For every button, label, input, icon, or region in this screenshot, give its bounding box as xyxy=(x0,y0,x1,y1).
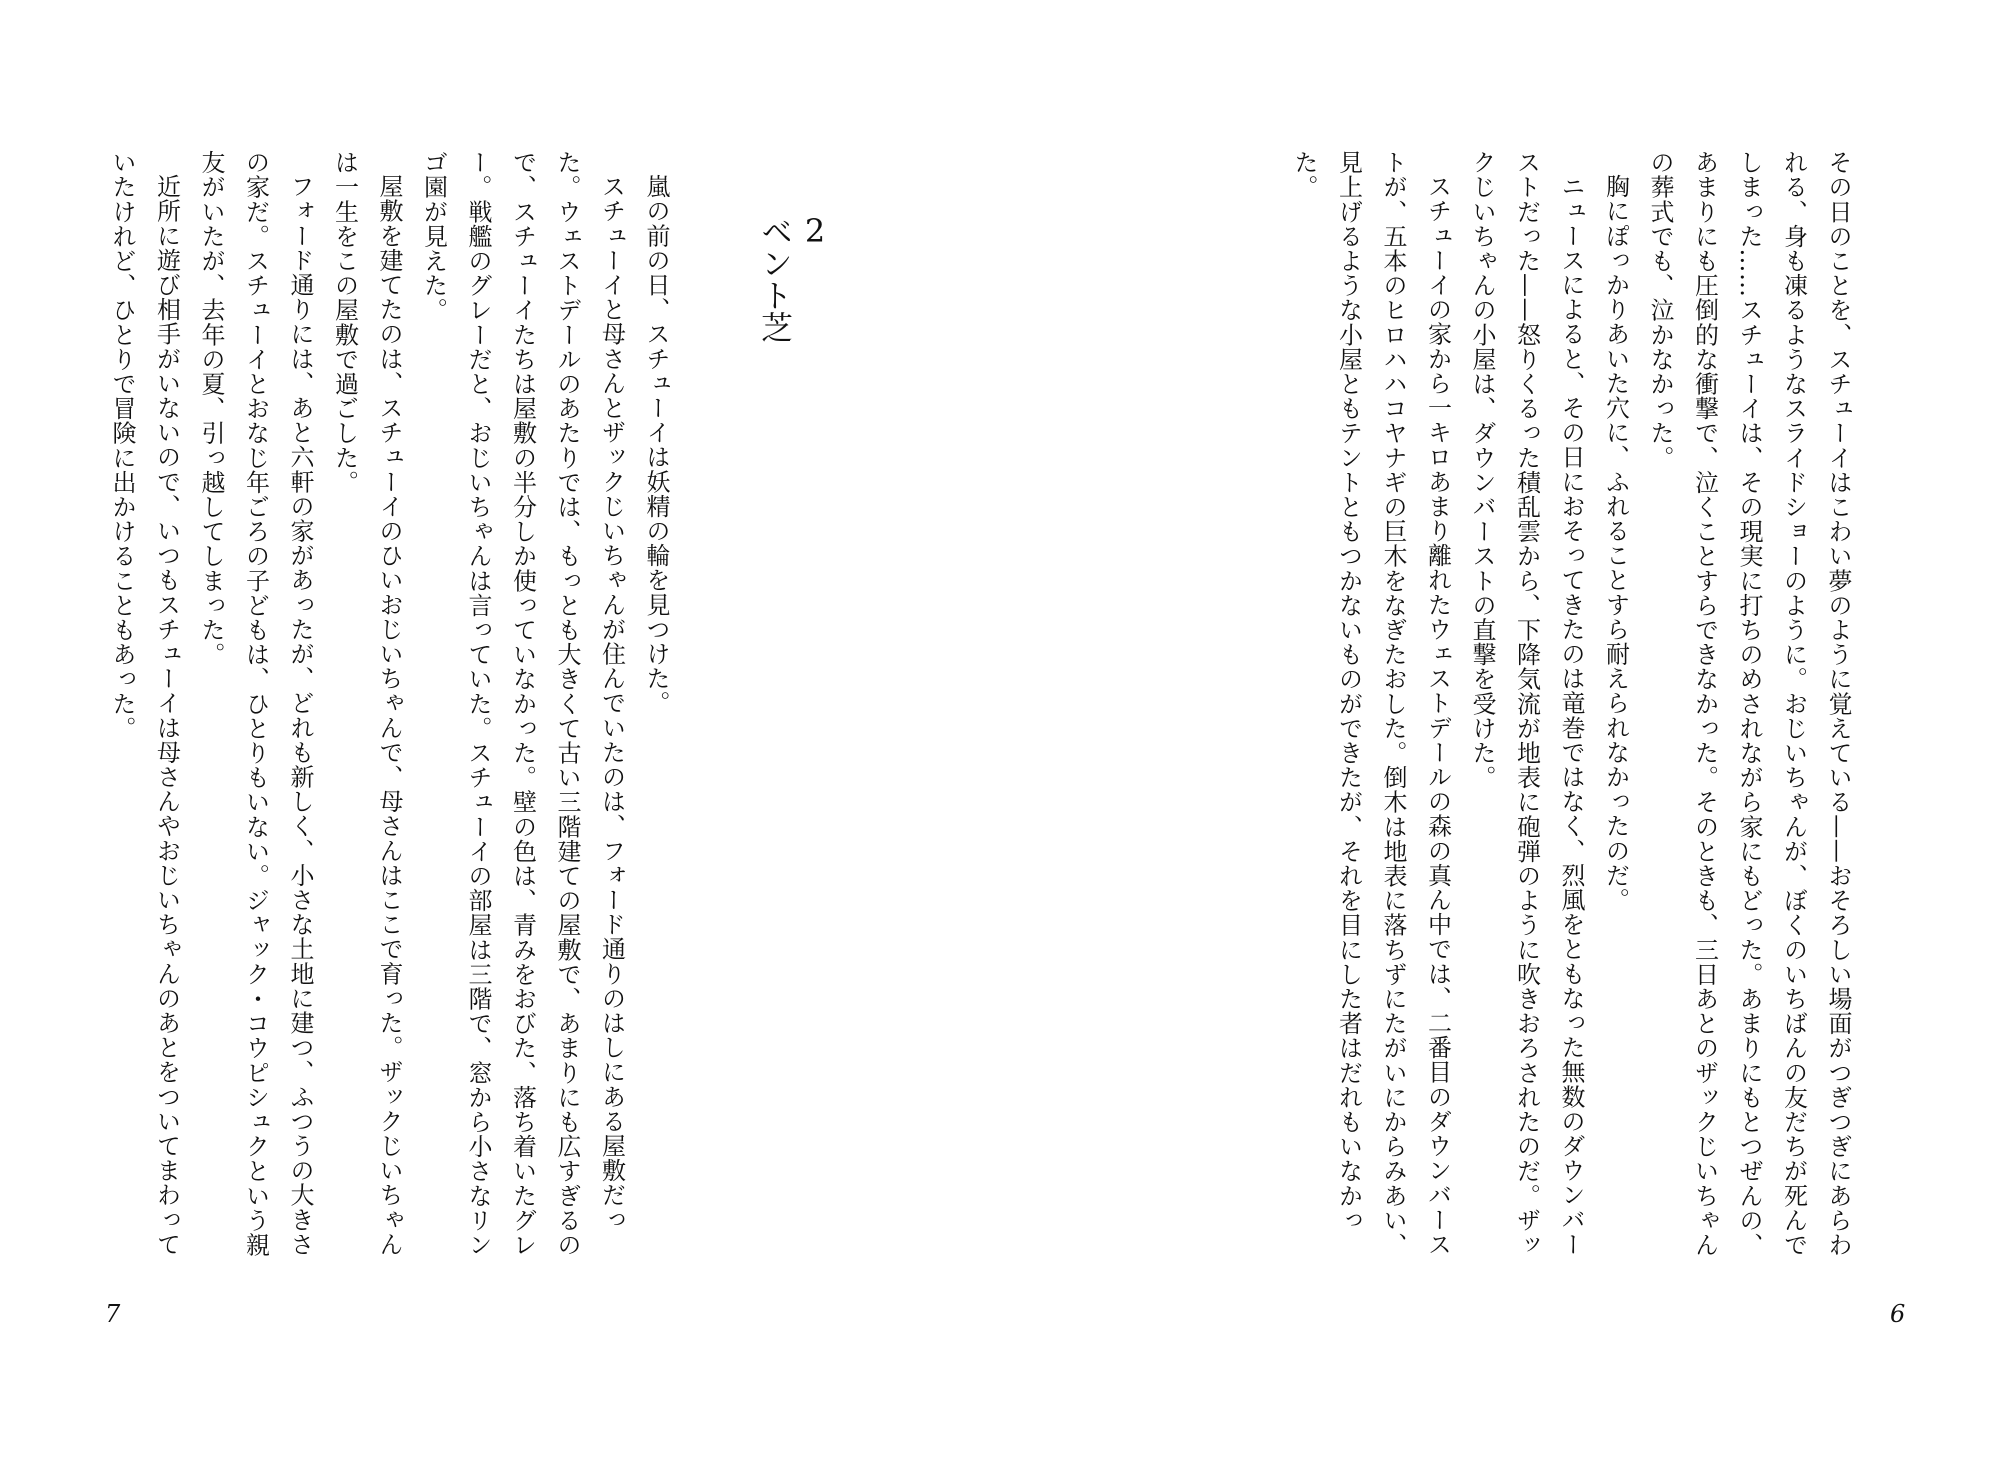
paragraph: スチューイの家から一キロあまり離れたウェストデールの森の真ん中では、二番目のダウンバーストが、五本のヒロハハコヤナギの巨木をなぎたおした。倒木は地表に落ちずにたがいにからみあい、見上げるような小屋ともテントともつかないものができたが、それを目にした者はだれもいなかった。 xyxy=(1290,150,1452,1257)
paragraph: スチューイと母さんとザックじいちゃんが住んでいたのは、フォード通りのはしにある屋敷だった。ウェストデールのあたりでは、もっとも大きくて古い三階建ての屋敷で、あまりにも広すぎるので、スチューイたちは屋敷の半分しか使っていなかった。壁の色は、青みをおびた、落ち着いたグレー。戦艦のグレーだと、おじいちゃんは言っていた。スチューイの部屋は三階で、窓から小さなリンゴ園が見えた。 xyxy=(419,150,626,1257)
left-body-text xyxy=(58,150,678,1275)
right-body-text xyxy=(1290,150,1860,1275)
right-page xyxy=(1000,0,2000,1470)
paragraph: 屋敷を建てたのは、スチューイのひいおじいちゃんで、母さんはここで育った。ザックじいちゃんは一生をこの屋敷で過ごした。 xyxy=(330,150,403,1257)
chapter-title: ベント芝 xyxy=(756,215,794,343)
chapter-number: 2 xyxy=(804,215,826,247)
paragraph: ニュースによると、その日におそってきたのは竜巻ではなく、烈風をともなった無数のダウンバーストだった——怒りくるった積乱雲から、下降気流が地表に砲弾のように吹きおろされたのだ。ザックじいちゃんの小屋は、ダウンバーストの直撃を受けた。 xyxy=(1468,150,1585,1257)
paragraph: 嵐の前の日、スチューイは妖精の輪を見つけた。 xyxy=(642,174,670,716)
paragraph: その日のことを、スチューイはこわい夢のように覚えている——おそろしい場面がつぎつぎにあらわれる、身も凍るようなスライドショーのように。おじいちゃんが、ぼくのいちばんの友だちが死んでしまった……スチューイは、その現実に打ちのめされながら家にもどった。あまりにもとつぜんの、あまりにも圧倒的な衝撃で、泣くことすらできなかった。そのときも、三日あとのザックじいちゃんの葬式でも、泣かなかった。 xyxy=(1646,150,1852,1257)
paragraph: 胸にぽっかりあいた穴に、ふれることすら耐えられなかったのだ。 xyxy=(1601,174,1630,912)
page-number-left: 7 xyxy=(105,1300,121,1328)
paragraph: フォード通りには、あと六軒の家があったが、どれも新しく、小さな土地に建つ、ふつうの大きさの家だ。スチューイとおなじ年ごろの子どもは、ひとりもいない。ジャック・コウピシュクという親友がいたが、去年の夏、引っ越してしまった。 xyxy=(197,150,314,1257)
chapter-heading xyxy=(756,215,835,515)
paragraph: 近所に遊び相手がいないので、いつもスチューイは母さんやおじいちゃんのあとをついてまわっていたけれど、ひとりで冒険に出かけることもあった。 xyxy=(108,150,181,1257)
page-number-right: 6 xyxy=(1890,1300,1906,1328)
